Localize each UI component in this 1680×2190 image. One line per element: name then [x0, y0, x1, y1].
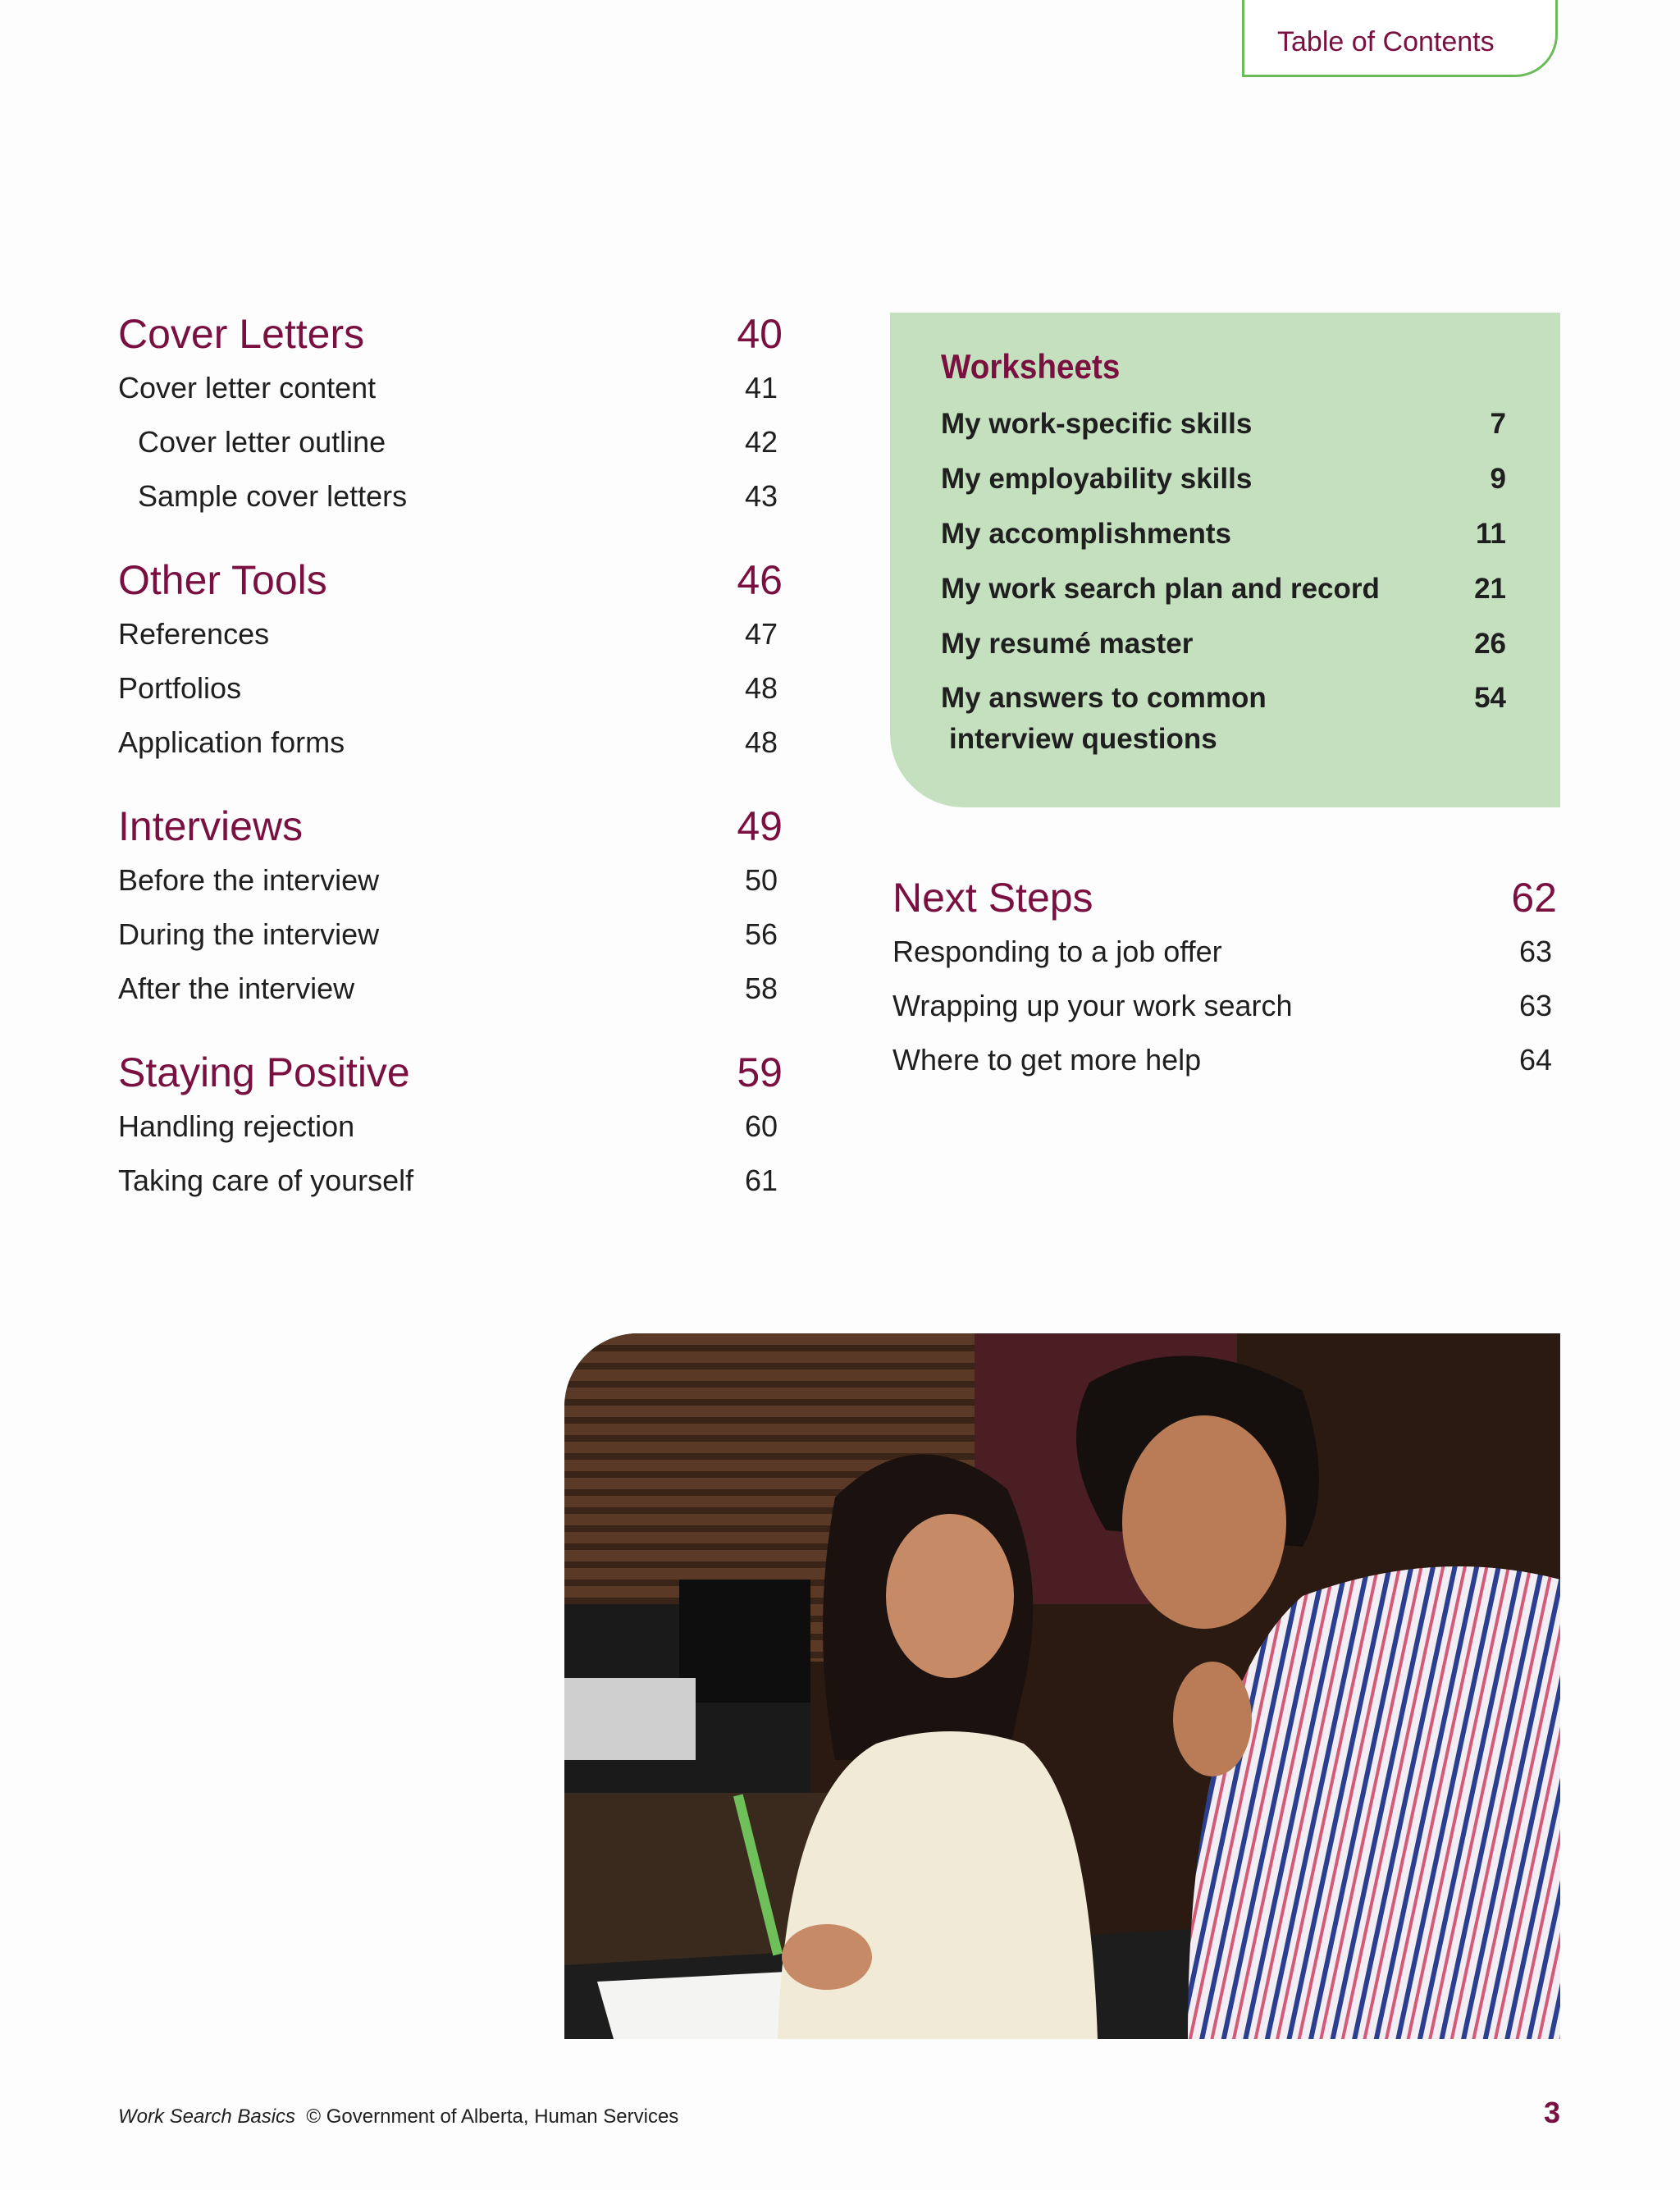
toc-entry-label: Handling rejection — [118, 1109, 355, 1143]
toc-entry[interactable] — [118, 415, 783, 469]
toc-section-other-tools — [118, 556, 783, 770]
tab-label: Table of Contents — [1277, 26, 1495, 57]
section-page: 59 — [737, 1049, 783, 1095]
page-footer — [118, 2105, 678, 2128]
section-title: Cover Letters — [118, 311, 365, 357]
toc-entry[interactable] — [892, 925, 1557, 979]
toc-entry[interactable] — [118, 661, 783, 716]
worksheet-label: My employability skills — [941, 463, 1253, 495]
worksheet-entry[interactable] — [941, 396, 1506, 451]
worksheet-page: 21 — [1474, 573, 1506, 605]
toc-entry-label: Portfolios — [118, 671, 242, 705]
toc-entry[interactable] — [118, 361, 783, 415]
toc-entry-label: Where to get more help — [892, 1043, 1202, 1077]
section-title: Interviews — [118, 803, 304, 849]
section-page: 49 — [737, 803, 783, 849]
worksheet-entry[interactable] — [941, 561, 1506, 616]
section-heading[interactable] — [118, 802, 783, 853]
worksheet-entry[interactable] — [941, 506, 1506, 561]
section-page: 40 — [737, 311, 783, 357]
section-heading[interactable] — [892, 874, 1557, 925]
toc-entry-label: Taking care of yourself — [118, 1164, 414, 1197]
toc-entry-page: 60 — [744, 1109, 778, 1143]
section-page: 46 — [737, 557, 783, 603]
toc-entry-page: 64 — [1518, 1043, 1552, 1077]
worksheet-label: My resumé master — [941, 628, 1194, 660]
worksheets-panel — [890, 313, 1560, 807]
toc-left-column — [118, 310, 783, 1241]
section-title: Staying Positive — [118, 1049, 410, 1095]
toc-entry[interactable] — [892, 1033, 1557, 1087]
toc-entry-label: Wrapping up your work search — [892, 989, 1293, 1022]
worksheet-page: 9 — [1490, 463, 1506, 495]
section-title: Other Tools — [118, 557, 327, 603]
toc-entry[interactable] — [118, 1100, 783, 1154]
toc-entry-label: Sample cover letters — [138, 479, 408, 513]
footer-book-title: Work Search Basics — [118, 2105, 296, 2128]
toc-entry[interactable] — [118, 1154, 783, 1208]
toc-entry[interactable] — [118, 469, 783, 523]
worksheet-label — [941, 678, 1267, 760]
worksheet-label: My accomplishments — [941, 518, 1231, 550]
section-heading[interactable] — [118, 1049, 783, 1100]
toc-entry[interactable] — [118, 962, 783, 1016]
worksheet-label: My work search plan and record — [941, 573, 1380, 605]
section-title: Next Steps — [892, 875, 1093, 921]
worksheet-label-line2: interview questions — [949, 723, 1217, 755]
toc-section-cover-letters — [118, 310, 783, 523]
toc-entry-page: 48 — [744, 725, 778, 759]
toc-entry-page: 47 — [744, 617, 778, 651]
toc-entry-label: Before the interview — [118, 863, 380, 897]
worksheet-page: 26 — [1474, 628, 1506, 660]
toc-entry-label: Application forms — [118, 725, 345, 759]
toc-entry-page: 63 — [1518, 935, 1552, 968]
toc-entry-label: References — [118, 617, 270, 651]
toc-entry-label: Responding to a job offer — [892, 935, 1222, 968]
footer-copyright: © Government of Alberta, Human Services — [306, 2105, 679, 2128]
worksheet-page: 11 — [1476, 518, 1506, 550]
toc-entry-label: Cover letter outline — [138, 425, 386, 459]
section-heading[interactable] — [118, 556, 783, 607]
toc-entry[interactable] — [118, 908, 783, 962]
worksheets-title: Worksheets — [941, 347, 1121, 386]
worksheet-entry[interactable] — [941, 671, 1506, 760]
toc-entry-page: 41 — [744, 371, 778, 405]
toc-entry-label: After the interview — [118, 972, 355, 1005]
toc-entry[interactable] — [118, 716, 783, 770]
toc-entry-page: 56 — [744, 917, 778, 951]
toc-entry[interactable] — [118, 853, 783, 908]
page-number: 3 — [1543, 2096, 1560, 2129]
toc-section-interviews — [118, 802, 783, 1016]
worksheet-page: 54 — [1474, 682, 1506, 714]
toc-entry-page: 43 — [744, 479, 778, 513]
photo-illustration — [564, 1333, 1560, 2039]
toc-entry-page: 48 — [744, 671, 778, 705]
worksheet-entry[interactable] — [941, 616, 1506, 671]
worksheet-entry[interactable] — [941, 451, 1506, 506]
toc-entry-label: Cover letter content — [118, 371, 377, 405]
worksheet-page: 7 — [1490, 408, 1506, 440]
toc-entry-page: 58 — [744, 972, 778, 1005]
photo-two-people-reviewing-document — [564, 1333, 1560, 2039]
toc-entry-page: 63 — [1518, 989, 1552, 1022]
worksheet-label: My work-specific skills — [941, 408, 1253, 440]
toc-section-next-steps — [892, 874, 1557, 1087]
toc-section-staying-positive — [118, 1049, 783, 1208]
section-page: 62 — [1511, 875, 1557, 921]
toc-entry-label: During the interview — [118, 917, 380, 951]
toc-entry[interactable] — [892, 979, 1557, 1033]
section-heading[interactable] — [118, 310, 783, 361]
toc-entry-page: 50 — [744, 863, 778, 897]
table-of-contents-tab[interactable] — [1242, 0, 1558, 77]
toc-entry-page: 61 — [744, 1164, 778, 1197]
toc-entry-page: 42 — [744, 425, 778, 459]
toc-right-column — [892, 874, 1557, 1120]
toc-entry[interactable] — [118, 607, 783, 661]
worksheet-label-line1: My answers to common — [941, 682, 1267, 714]
